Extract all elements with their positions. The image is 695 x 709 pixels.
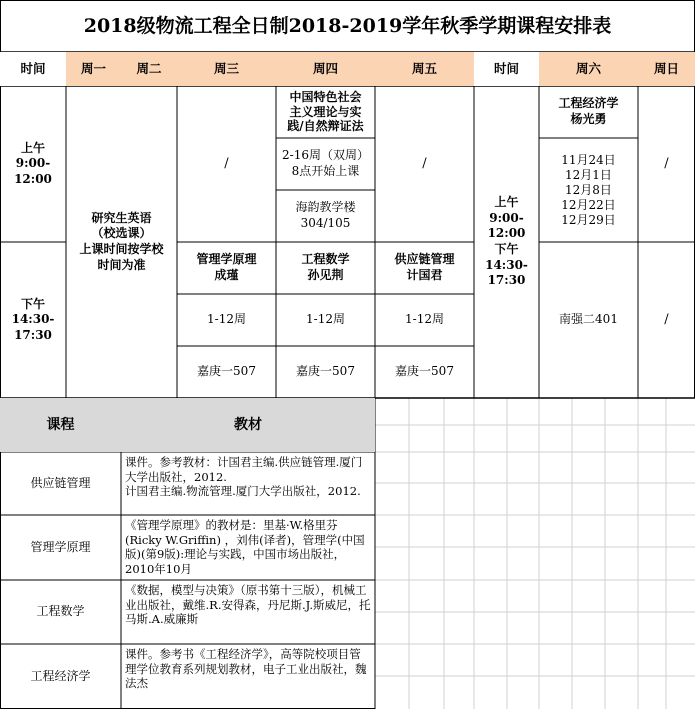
wed-afternoon-course: 管理学原理 成瑾 [196, 252, 257, 282]
sun-afternoon-empty: / [664, 311, 669, 327]
period-morning: 上午 9:00- 12:00 [14, 140, 52, 186]
thu-morning-course: 中国特色社会 主义理论与实 践/自然辩证法 [287, 90, 364, 134]
textbook-course-engineering-math: 工程数学 [36, 604, 85, 619]
period-weekend: 上午 9:00- 12:00 下午 14:30- 17:30 [485, 195, 528, 288]
fri-morning-empty: / [422, 155, 427, 171]
sat-dates: 11月24日 12月1日 12月8日 12月22日 12月29日 [561, 152, 616, 227]
page-title: 2018级物流工程全日制2018-2019学年秋季学期课程安排表 [83, 14, 612, 37]
header-tue: 周二 [121, 52, 177, 86]
header-mon: 周一 [66, 52, 121, 86]
header-fri: 周五 [375, 52, 474, 86]
sat-course: 工程经济学 杨光勇 [558, 96, 619, 126]
thu-afternoon-course: 工程数学 孙见荆 [301, 252, 350, 282]
textbook-book-management: 《管理学原理》的教材是：里基·W.格里芬(Ricky W.Griffin) ，刘伟(译者)，管理学(中国版)(第9版):理论与实践，中国市场出版社，2010年10月 [125, 518, 365, 577]
textbook-header-book: 教材 [121, 398, 375, 452]
fri-afternoon-course: 供应链管理 计国君 [394, 252, 455, 282]
header-thu: 周四 [276, 52, 375, 86]
textbook-course-management: 管理学原理 [30, 539, 91, 554]
thu-morning-weeks: 2-16周（双周） 8点开始上课 [282, 148, 369, 178]
thu-morning-room: 海韵教学楼 304/105 [295, 200, 356, 230]
fri-afternoon-room: 嘉庚一507 [395, 364, 454, 379]
header-time-right: 时间 [474, 52, 539, 86]
textbook-book-supply-chain: 课件。参考教材：计国君主编.供应链管理.厦门大学出版社，2012. 计国君主编.物流管理.厦门大学出版社，2012. [125, 455, 363, 499]
fri-afternoon-weeks: 1-12周 [405, 312, 444, 327]
wed-afternoon-weeks: 1-12周 [207, 312, 246, 327]
textbook-course-engineering-economics: 工程经济学 [30, 668, 91, 683]
header-time-left: 时间 [0, 52, 66, 86]
textbook-header-course: 课程 [0, 398, 121, 452]
textbook-book-engineering-economics: 课件。参考书《工程经济学》，高等院校项目管理学位教育系列规划教材，电子工业出版社，魏法杰 [125, 647, 367, 691]
thu-afternoon-room: 嘉庚一507 [296, 364, 355, 379]
header-wed: 周三 [177, 52, 276, 86]
course-graduate-english: 研究生英语 （校选课） 上课时间按学校 时间为准 [79, 210, 164, 272]
textbook-book-engineering-math: 《数据，模型与决策》（原书第十三版），机械工业出版社，戴维.R.安得森，丹尼斯.J.斯威尼，托马斯.A.威廉斯 [125, 583, 371, 627]
wed-afternoon-room: 嘉庚一507 [197, 364, 256, 379]
header-sat: 周六 [539, 52, 638, 86]
period-afternoon: 下午 14:30- 17:30 [11, 296, 55, 342]
thu-afternoon-weeks: 1-12周 [306, 312, 345, 327]
wed-morning-empty: / [224, 155, 229, 171]
sat-room: 南强二401 [559, 312, 618, 327]
header-sun: 周日 [638, 52, 695, 86]
textbook-course-supply-chain: 供应链管理 [30, 475, 91, 490]
sun-morning-empty: / [664, 155, 669, 171]
